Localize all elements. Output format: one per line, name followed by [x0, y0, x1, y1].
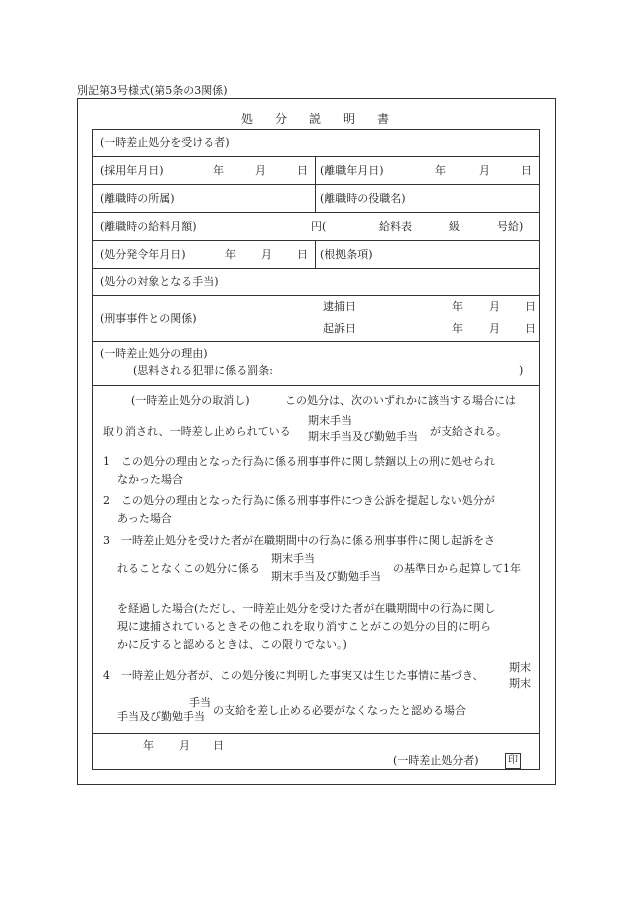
signature-row: [93, 734, 539, 771]
item-3-option-bottom: 期末手当及び勤勉手当: [271, 570, 381, 583]
disposition-date-label: (処分発令年月日): [100, 248, 186, 261]
disposition-date-row: [93, 241, 539, 269]
indict-year: 年: [452, 322, 463, 335]
item-3-line: 現に逮捕されているときその他これを取り消すことがこの処分の目的に明ら: [117, 620, 491, 633]
item-1-line: なかった場合: [117, 473, 183, 486]
criminal-case-row: [93, 296, 539, 342]
hire-day: 日: [297, 164, 308, 177]
salary-table: 給料表: [379, 220, 412, 233]
option-end-of-term-diligence: 期末手当及び勤勉手当: [308, 430, 418, 443]
basis-label: (根拠条項): [320, 248, 373, 261]
item-4-option-bottom: 期末: [509, 677, 531, 690]
cancellation-heading: (一時差止処分の取消し): [131, 394, 250, 407]
disposition-year: 年: [225, 248, 236, 261]
dept-row: [93, 185, 539, 213]
option-end-of-term: 期末手当: [308, 414, 352, 427]
cancellation-row: [93, 386, 539, 734]
indict-date-label: 起訴日: [323, 322, 356, 335]
item-3-line-tail: の基準日から起算して1年: [393, 562, 521, 575]
hire-year: 年: [213, 164, 224, 177]
divider: [315, 241, 316, 268]
seal-mark: 印: [505, 753, 521, 769]
cancellation-intro: この処分は、次のいずれかに該当する場合には: [285, 394, 516, 407]
form-caption: 別記第3号様式(第5条の3関係): [77, 84, 228, 97]
recipient-row: [93, 130, 539, 157]
cancellation-line-tail: が支給される。: [430, 425, 507, 438]
reason-label: (一時差止処分の理由): [100, 347, 208, 360]
salary-step: 号給): [497, 220, 524, 233]
item-3-line: を経過した場合(ただし、一時差止処分を受けた者が在職期間中の行為に関し: [117, 602, 496, 615]
item-4-line-tail: の支給を差し止める必要がなくなったと認める場合: [213, 704, 466, 717]
item-2-line: 2 この処分の理由となった行為に係る刑事事件につき公訴を提起しない処分が: [103, 494, 495, 507]
indict-day: 日: [525, 322, 536, 335]
divider: [315, 185, 316, 212]
post-label: (離職時の役職名): [320, 192, 406, 205]
leave-day: 日: [521, 164, 532, 177]
salary-grade: 級: [449, 220, 460, 233]
disposition-day: 日: [297, 248, 308, 261]
arrest-date-label: 逮捕日: [323, 300, 356, 313]
item-3-option-top: 期末手当: [271, 552, 315, 565]
arrest-day: 日: [525, 300, 536, 313]
recipient-label: (一時差止処分を受ける者): [100, 136, 230, 149]
salary-row: [93, 213, 539, 241]
hire-month: 月: [255, 164, 266, 177]
cancellation-line: 取り消され、一時差し止められている: [103, 425, 291, 438]
criminal-case-label: (刑事事件との関係): [100, 312, 197, 325]
hire-date-label: (採用年月日): [100, 164, 164, 177]
item-3-line: れることなくこの処分に係る: [117, 562, 260, 575]
signature-day: 日: [213, 739, 224, 752]
penal-clause-label: (思料される犯罪に係る罰条:: [133, 364, 273, 377]
document-title: 処分説明書: [240, 112, 411, 126]
allowance-row: [93, 269, 539, 296]
item-4-option-bottom-cont: 手当及び勤勉手当: [117, 710, 205, 723]
leave-month: 月: [479, 164, 490, 177]
yen-unit: 円(: [311, 220, 327, 233]
item-3-line: かに反すると認めるときは、この限りでない。): [117, 638, 347, 651]
leave-date-label: (離職年月日): [320, 164, 384, 177]
reason-row: [93, 342, 539, 386]
dept-label: (離職時の所属): [100, 192, 175, 205]
disposition-month: 月: [261, 248, 272, 261]
item-4-option-top: 期末: [509, 661, 531, 674]
item-3-line: 3 一時差止処分を受けた者が在職期間中の行為に係る刑事事件に関し起訴をさ: [103, 534, 495, 547]
salary-label: (離職時の給料月額): [100, 220, 197, 233]
signature-year: 年: [143, 739, 154, 752]
signature-month: 月: [179, 739, 190, 752]
indict-month: 月: [489, 322, 500, 335]
leave-year: 年: [435, 164, 446, 177]
divider: [315, 157, 316, 184]
item-4-line: 4 一時差止処分者が、この処分後に判明した事実又は生じた事情に基づき、: [103, 669, 484, 682]
disposer-label: (一時差止処分者): [393, 754, 479, 767]
penal-clause-close: ): [519, 364, 524, 377]
arrest-month: 月: [489, 300, 500, 313]
arrest-year: 年: [452, 300, 463, 313]
item-2-line: あった場合: [117, 512, 172, 525]
disposition-form: [92, 129, 540, 770]
item-4-option-top-cont: 手当: [189, 696, 211, 709]
allowance-label: (処分の対象となる手当): [100, 275, 219, 288]
item-1-line: 1 この処分の理由となった行為に係る刑事事件に関し禁錮以上の刑に処せられ: [103, 455, 495, 468]
dates-row: [93, 157, 539, 185]
